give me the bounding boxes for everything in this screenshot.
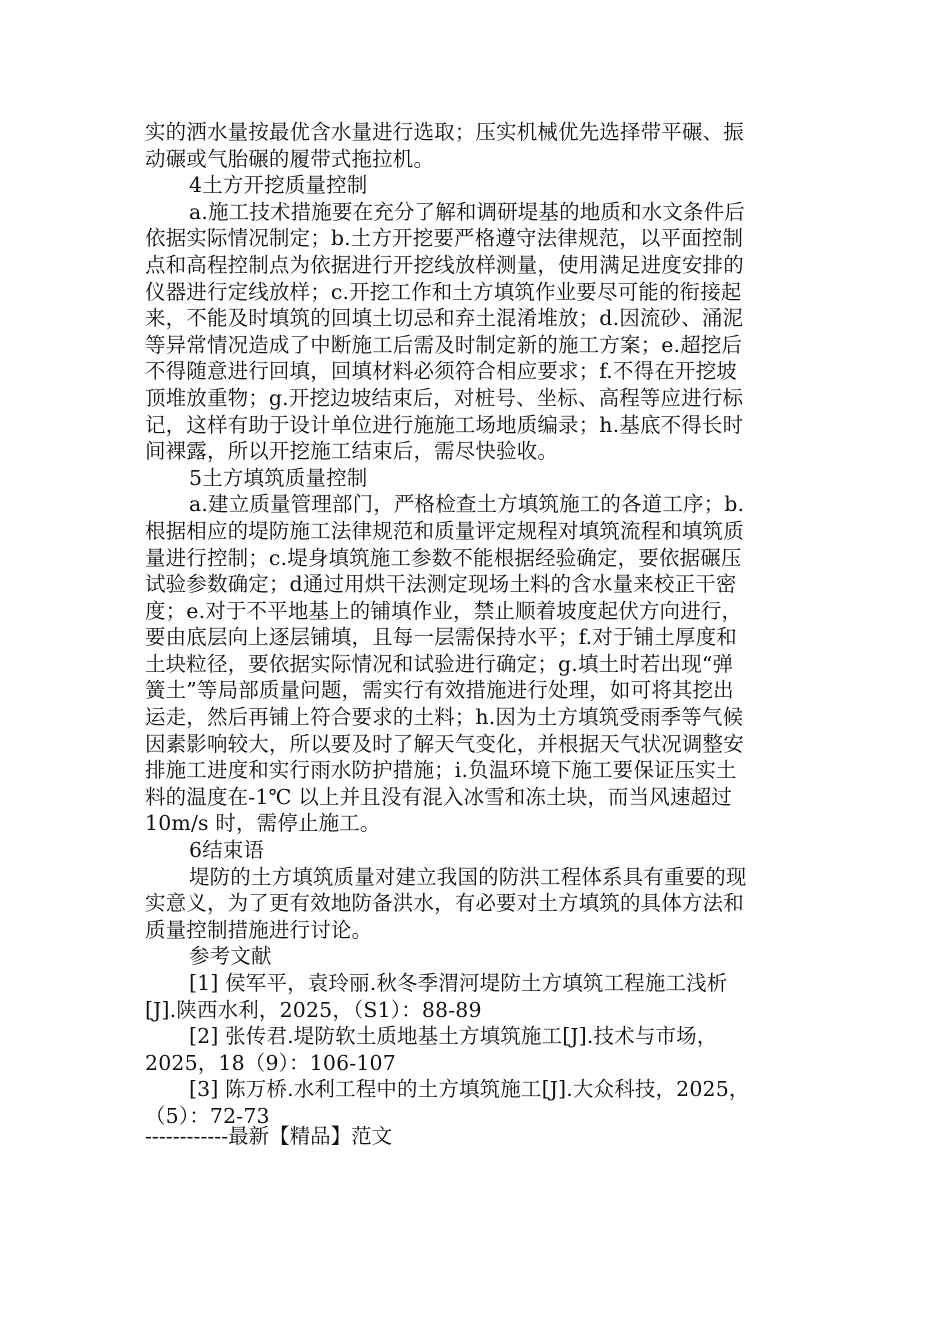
text-line: 等异常情况造成了中断施工后需及时制定新的施工方案；e.超挖后 [145, 332, 743, 357]
text-line: 试验参数确定；d通过用烘干法测定现场土料的含水量来校正干密 [145, 572, 737, 597]
text-line: 点和高程控制点为依据进行开挖线放样测量，使用满足进度安排的 [145, 252, 744, 277]
text-line: 依据实际情况制定；b.土方开挖要严格遵守法律规范，以平面控制 [145, 226, 744, 251]
text-line: 参考文献 [189, 944, 272, 969]
text-line: 簧土”等局部质量问题，需实行有效措施进行处理，如可将其挖出 [145, 678, 734, 703]
text-line: 要由底层向上逐层铺填，且每一层需保持水平；f.对于铺土厚度和 [145, 625, 737, 650]
text-line: 运走，然后再铺上符合要求的土料；h.因为土方填筑受雨季等气候 [145, 705, 744, 730]
text-line: 量进行控制；c.堤身填筑施工参数不能根据经验确定，要依据碾压 [145, 545, 742, 570]
text-line: 动碾或气胎碾的履带式拖拉机。 [145, 146, 435, 171]
text-line: 质量控制措施进行讨论。 [145, 917, 373, 942]
text-line: 实意义，为了更有效地防备洪水，有必要对土方填筑的具体方法和 [145, 891, 744, 916]
text-line: 度；e.对于不平地基上的铺填作业，禁止顺着坡度起伏方向进行， [145, 598, 743, 623]
text-line: [J].陕西水利，2025，（S1）：88-89 [145, 997, 482, 1022]
text-line: 实的洒水量按最优含水量进行选取；压实机械优先选择带平碾、振 [145, 120, 744, 144]
text-line: 间裸露，所以开挖施工结束后，需尽快验收。 [145, 439, 558, 464]
text-line: a.施工技术措施要在充分了解和调研堤基的地质和水文条件后 [189, 199, 745, 224]
text-line: 10m/s 时，需停止施工。 [145, 811, 381, 836]
text-line: [3] 陈万桥.水利工程中的土方填筑施工[J].大众科技，2025， [189, 1077, 750, 1102]
text-line: （5）：72-73 [145, 1103, 270, 1128]
text-line: 不得随意进行回填，回填材料必须符合相应要求；f.不得在开挖坡 [145, 359, 737, 384]
text-line: 5土方填筑质量控制 [189, 465, 368, 490]
text-line: 料的温度在-1℃ 以上并且没有混入冰雪和冻土块，而当风速超过 [145, 784, 732, 809]
text-line: 仪器进行定线放样；c.开挖工作和土方填筑作业要尽可能的衔接起 [145, 279, 742, 304]
text-line: 6结束语 [189, 838, 265, 863]
text-line: 排施工进度和实行雨水防护措施；i.负温环境下施工要保证压实土 [145, 758, 737, 783]
text-line: 记，这样有助于设计单位进行施施工场地质编录；h.基底不得长时 [145, 412, 744, 437]
text-line: 根据相应的堤防施工法律规范和质量评定规程对填筑流程和填筑质 [145, 518, 744, 543]
document-body [145, 119, 810, 1130]
text-line: 土块粒径，要依据实际情况和试验进行确定；g.填土时若出现“弹 [145, 651, 734, 676]
text-line: 因素影响较大，所以要及时了解天气变化，并根据天气状况调整安 [145, 731, 744, 756]
text-line: 顶堆放重物；g.开挖边坡结束后，对桩号、坐标、高程等应进行标 [145, 385, 744, 410]
text-line: a.建立质量管理部门，严格检查土方填筑施工的各道工序；b. [189, 492, 745, 517]
text-line: 来，不能及时填筑的回填土切忌和弃土混淆堆放；d.因流砂、涌泥 [145, 306, 744, 331]
text-line: 2025，18（9）：106-107 [145, 1050, 396, 1075]
text-line: 4土方开挖质量控制 [189, 173, 368, 198]
text-line: [2] 张传君.堤防软土质地基土方填筑施工[J].技术与市场， [189, 1024, 718, 1049]
page-footer: ------------最新【精品】范文 [145, 1124, 393, 1148]
text-line: 堤防的土方填筑质量对建立我国的防洪工程体系具有重要的现 [189, 864, 747, 889]
text-line: [1] 侯军平，袁玲丽.秋冬季渭河堤防土方填筑工程施工浅析 [189, 971, 728, 995]
